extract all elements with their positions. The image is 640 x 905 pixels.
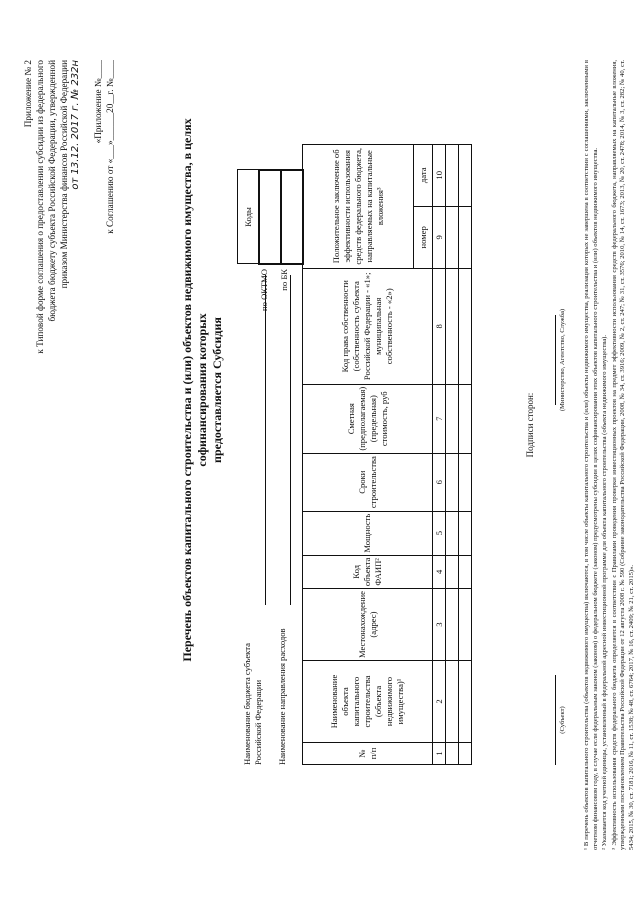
column-number: 10 [433, 144, 446, 206]
header-efficiency-conclusion: Положительное заключение об эффективности использования средств федерального бюджета, направляемых на капитальные вложения³ [303, 144, 414, 268]
oktmo-code-cell [259, 170, 281, 264]
budget-label-line-2: Российской Федерации [253, 679, 263, 765]
table-cell [459, 268, 472, 384]
subject-caption: (Субъект) [559, 706, 566, 734]
title-line-1: Перечень объектов капитального строительства и (или) объектов недвижимого имущества, в целях софинансирования которых [180, 118, 209, 662]
bk-label: по БК [279, 269, 289, 291]
oktmo-label: по ОКТМО [259, 269, 269, 311]
subject-signature-line [545, 675, 556, 765]
ministry-signature-line [545, 315, 556, 405]
table-cell [446, 268, 459, 384]
appendix-line-7: к Соглашению от «___»______20__г. №____ [105, 60, 115, 234]
footnote-1: ¹ В перечень объектов капитального строительства (объектов недвижимого имущества) включаются, в том числе объекты капитального строительства и (или) объекты недвижимого имущества, реализация которых не завершена в соответствии с соглашениями, заключенными в отчетном финансовом году, в случае если федеральным законом (законом) о федеральном бюджете (законом) предусмотрены субсидии в целях софинансирования этих объектов капитального строительства и (или) объектов недвижимого имущества. [583, 60, 599, 850]
appendix-order-date: от 13.12. 2017 г. № 232н [70, 60, 81, 190]
bk-code-cell [281, 170, 303, 264]
table-cell [446, 511, 459, 555]
column-number: 1 [433, 743, 446, 765]
table-cell [459, 661, 472, 743]
table-cell [446, 555, 459, 588]
column-number: 6 [433, 453, 446, 511]
table-cell [446, 743, 459, 765]
table-cell [459, 589, 472, 661]
table-cell [446, 453, 459, 511]
header-row-number: № п/п [303, 743, 433, 765]
header-ownership-code: Код права собственности (собственность субъекта Российской Федерации - «1»; муниципальная собственность - «2») [303, 268, 433, 384]
table-cell [446, 144, 459, 206]
ministry-caption: (Министерство, Агентство, Служба) [559, 308, 566, 412]
table-cell [446, 206, 459, 268]
expense-direction-field-line [290, 275, 291, 605]
column-number: 4 [433, 555, 446, 588]
table-cell [459, 743, 472, 765]
table-cell [446, 589, 459, 661]
header-conclusion-date: дата [414, 144, 433, 206]
table-cell [459, 144, 472, 206]
column-number: 9 [433, 206, 446, 268]
appendix-line-1: Приложение № 2 [23, 60, 33, 128]
footnote-2: ² Указывается код учетной единицы, установленный в федеральной адресной инвестиционной программе для объекта капитального строительства (объекта недвижимого имущества). [601, 335, 609, 850]
column-number: 7 [433, 384, 446, 453]
header-conclusion-number: номер [414, 206, 433, 268]
table-cell [459, 206, 472, 268]
footnote-3: ³ Эффективность использования средств федерального бюджета определяется в соответствии с Правилами проведения проверки инвестиционных проектов на предмет эффективности использования средств федерального бюджета, направляемых на капитальные вложения, утвержденными постановлением Правительства Российской Федерации от 12 августа 2008 г. № 590 (Собрание законодательства Российской Федерации, 2008, № 34, ст. 3916; 2009, № 2, ст. 247; № 31, ст. 3576; 2010, № 14, ст. 1673; 2013, № 20, ст. 2478; 2014, № 3, ст. 282; № 40, ст. 5434; 2015, № 30, ст. 7181; 2016, № 11, ст. 1538; № 48, ст. 6764; 2017, № 16, ст. 2409; № 21, ст. 2015)». [610, 60, 635, 850]
table-cell [446, 661, 459, 743]
appendix-block [22, 60, 116, 390]
header-object-name: Наименование объекта капитального строительства (объекта недвижимого имущества)¹ [303, 661, 433, 743]
document-title [180, 80, 225, 700]
codes-header: Коды [238, 170, 260, 264]
appendix-line-6: «Приложение №____ [93, 60, 103, 144]
table-cell [459, 511, 472, 555]
header-location: Местонахождение (адрес) [303, 589, 433, 661]
objects-table [302, 144, 472, 765]
footnotes [583, 60, 638, 850]
budget-name-field-line [265, 275, 266, 605]
appendix-line-3: бюджета бюджету субъекта Российской Федерации, утвержденной [47, 60, 57, 322]
column-number: 3 [433, 589, 446, 661]
budget-label-line-1: Наименование бюджета субъекта [242, 643, 252, 765]
signatures-label: Подписи сторон: [525, 392, 535, 458]
header-estimated-cost: Сметная (предполагаемая) (предельная) стоимость, руб [303, 384, 433, 453]
table-cell [459, 384, 472, 453]
table-cell [446, 384, 459, 453]
table-cell [459, 555, 472, 588]
codes-table [237, 169, 304, 265]
column-number: 8 [433, 268, 446, 384]
expense-direction-label: Наименование направления расходов [277, 628, 287, 765]
header-construction-period: Сроки строительства [303, 453, 433, 511]
budget-name-label [242, 545, 264, 765]
table-cell [459, 453, 472, 511]
title-line-2: предоставляется Субсидия [210, 317, 224, 463]
column-number: 5 [433, 511, 446, 555]
header-faip-code: Код объекта ФАИП² [303, 555, 433, 588]
appendix-line-2: к Типовой форме соглашения о предоставлении субсидии из федерального [35, 60, 45, 354]
appendix-line-4: приказом Министерства финансов Российской Федерации [59, 60, 69, 289]
header-capacity: Мощность [303, 511, 433, 555]
column-number: 2 [433, 661, 446, 743]
